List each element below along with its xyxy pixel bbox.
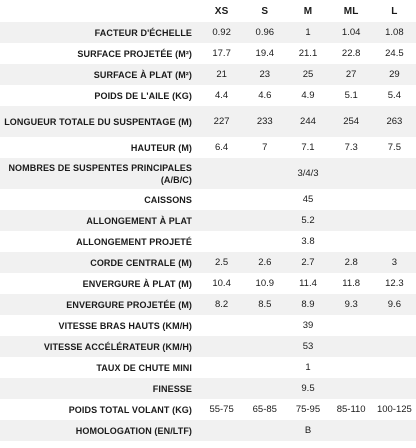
header-empty: [0, 0, 200, 22]
row-value: 9.6: [387, 299, 401, 310]
row-value-shared: 9.5: [301, 383, 315, 394]
row-value: 25: [302, 69, 314, 80]
header-size: S: [261, 5, 269, 17]
row-value: 5.4: [387, 90, 401, 101]
table-row: [0, 294, 416, 315]
row-value: 2.8: [344, 257, 358, 268]
table-row: [0, 231, 416, 252]
row-value: 4.4: [215, 90, 229, 101]
row-label: VITESSE BRAS HAUTS (KM/H): [58, 320, 193, 331]
row-value: 10.9: [255, 278, 275, 289]
row-value: 2.6: [258, 257, 272, 268]
row-label: LONGUEUR TOTALE DU SUSPENTAGE (M): [4, 116, 193, 127]
table-row: [0, 137, 416, 158]
row-value: 4.9: [301, 90, 315, 101]
row-value: 1.04: [341, 27, 361, 38]
row-value: 85-110: [336, 404, 366, 415]
table-row: [0, 336, 416, 357]
header-size: ML: [343, 5, 359, 17]
table-row: [0, 158, 416, 189]
row-label: ALLONGEMENT À PLAT: [86, 215, 193, 226]
row-value: 7.1: [301, 142, 315, 153]
table-row: [0, 252, 416, 273]
row-value-shared: 3.8: [301, 236, 315, 247]
header-row: [0, 0, 416, 22]
table-row: [0, 106, 416, 137]
row-value: 12.3: [385, 278, 404, 289]
row-label: ENVERGURE À PLAT (M): [82, 278, 193, 289]
row-value: 1.08: [385, 27, 404, 38]
row-label: POIDS TOTAL VOLANT (KG): [68, 404, 193, 415]
row-value: 65-85: [252, 404, 277, 415]
row-label: CAISSONS: [144, 194, 193, 205]
row-value: 0.92: [212, 27, 231, 38]
row-value: 233: [256, 116, 273, 127]
row-value: 263: [386, 116, 403, 127]
row-value: 55-75: [209, 404, 234, 415]
row-value: 5.1: [344, 90, 358, 101]
row-value: 4.6: [258, 90, 272, 101]
row-value: 9.3: [344, 299, 358, 310]
row-value: 8.2: [215, 299, 229, 310]
row-value: 75-95: [295, 404, 321, 415]
row-value: 8.9: [301, 299, 315, 310]
spec-body: [0, 22, 416, 441]
row-value: 2.5: [215, 257, 229, 268]
row-label: CORDE CENTRALE (M): [90, 257, 193, 268]
row-value: 24.5: [385, 48, 404, 59]
header-size: XS: [214, 5, 229, 17]
table-row: [0, 22, 416, 43]
row-value: 6.4: [215, 142, 229, 153]
table-row: [0, 210, 416, 231]
table-row: [0, 315, 416, 336]
row-label: FACTEUR D'ÉCHELLE: [94, 27, 193, 38]
row-label: POIDS DE L'AILE (KG): [94, 90, 193, 101]
row-label: SURFACE À PLAT (M²): [93, 69, 193, 80]
row-value-shared: 1: [305, 362, 311, 373]
row-value: 3: [391, 257, 398, 268]
row-label: FINESSE: [152, 383, 193, 394]
row-label: NOMBRES DE SUSPENTES PRINCIPALES (A/B/C): [8, 162, 193, 185]
row-value: 254: [343, 116, 360, 127]
row-label: ALLONGEMENT PROJETÉ: [76, 236, 193, 247]
row-value: 0.96: [255, 27, 275, 38]
table-row: [0, 273, 416, 294]
table-row: [0, 378, 416, 399]
row-value: 10.4: [212, 278, 231, 289]
row-value: 7.5: [387, 142, 401, 153]
row-value: 8.5: [258, 299, 272, 310]
row-value: 17.7: [212, 48, 231, 59]
table-row: [0, 85, 416, 106]
header-size: M: [303, 5, 313, 17]
row-value: 227: [213, 116, 230, 127]
row-value: 244: [300, 116, 316, 127]
table-row: [0, 399, 416, 420]
row-value-shared: 45: [302, 194, 314, 205]
row-value: 11.4: [299, 278, 317, 289]
row-value: 22.8: [341, 48, 361, 59]
row-label: ENVERGURE PROJETÉE (M): [66, 299, 193, 310]
row-value: 7.3: [344, 142, 358, 153]
row-value-shared: B: [304, 425, 312, 436]
row-label: TAUX DE CHUTE MINI: [96, 362, 193, 373]
table-row: [0, 357, 416, 378]
row-label: VITESSE ACCÉLÉRATEUR (KM/H): [43, 341, 193, 352]
table-row: [0, 189, 416, 210]
header-size: L: [391, 5, 398, 17]
row-value-shared: 39: [302, 320, 314, 331]
row-value-shared: 53: [302, 341, 314, 352]
row-value: 19.4: [255, 48, 275, 59]
row-value-shared: 5.2: [301, 215, 315, 226]
row-value-shared: 3/4/3: [297, 168, 319, 179]
row-value: 1: [305, 27, 311, 38]
row-value: 29: [389, 69, 400, 80]
row-value: 7: [262, 142, 268, 153]
row-value: 11.8: [342, 278, 361, 289]
row-value: 21.1: [298, 48, 318, 59]
row-label: HAUTEUR (M): [130, 142, 193, 153]
row-label: SURFACE PROJETÉE (M²): [77, 48, 193, 59]
row-value: 2.7: [301, 257, 315, 268]
row-value: 100-125: [376, 404, 412, 415]
row-value: 23: [259, 69, 271, 80]
row-value: 21: [216, 69, 227, 80]
row-value: 27: [345, 69, 357, 80]
table-row: [0, 64, 416, 85]
table-row: [0, 43, 416, 64]
row-label: HOMOLOGATION (EN/LTF): [75, 425, 193, 436]
table-row: [0, 420, 416, 441]
